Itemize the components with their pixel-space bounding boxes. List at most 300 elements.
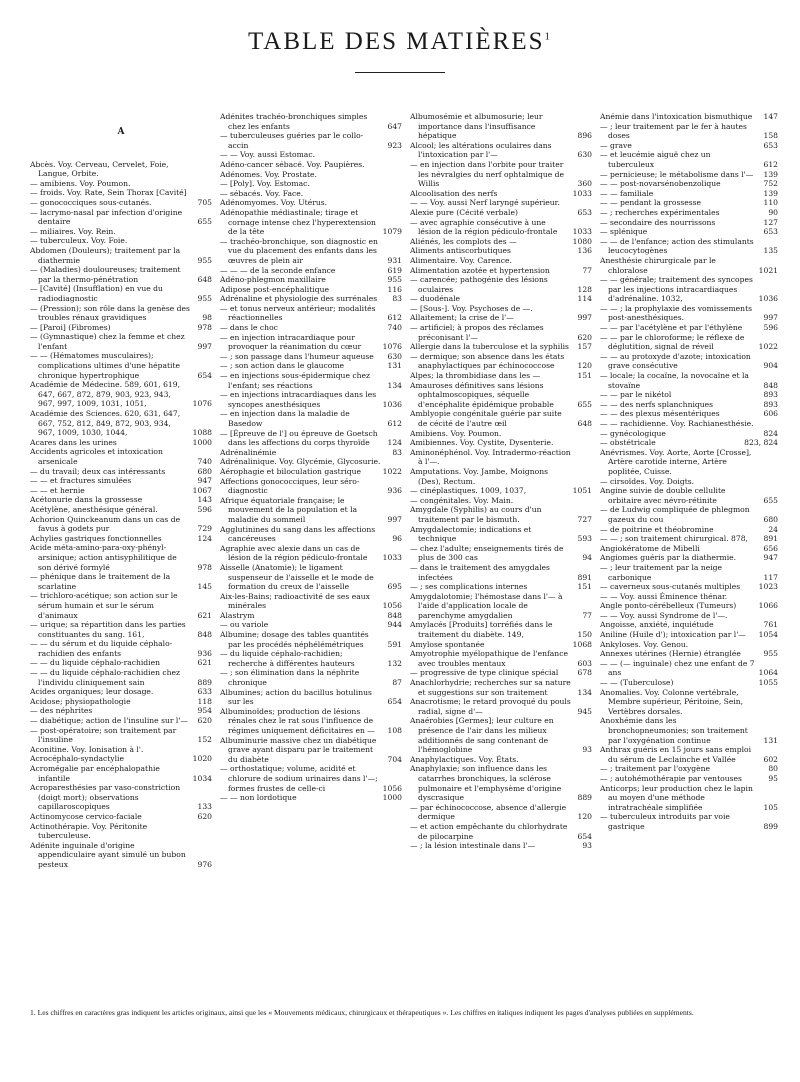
- entry-page: 139: [763, 188, 778, 198]
- entry-page: 95: [768, 773, 778, 783]
- index-entry: [220, 793, 402, 803]
- entry-page: 997: [763, 313, 778, 323]
- entry-text: — avec agraphie consécutive à une lésion de la région pédiculo-frontale: [410, 217, 558, 237]
- entry-text: — — Voy. aussi Éminence thénar.: [600, 591, 728, 601]
- entry-page: 654: [577, 831, 592, 841]
- index-entry: [600, 688, 778, 717]
- entry-page: 596: [197, 504, 212, 514]
- index-entry: [410, 620, 592, 639]
- entry-text: Albumosémie et albumosurie; leur importance dans l'insuffisance hépatique: [410, 112, 543, 141]
- entry-page: 647: [387, 121, 402, 131]
- index-entry: [600, 620, 778, 630]
- entry-page: 997: [577, 313, 592, 323]
- index-entry: [220, 198, 402, 208]
- entry-page: 978: [197, 322, 212, 332]
- entry-text: — (Pression); son rôle dans la genèse des troubles rénaux gravidiques: [30, 303, 190, 323]
- entry-page: 108: [387, 726, 402, 735]
- entry-page: 729: [197, 524, 212, 534]
- index-entry: [220, 371, 402, 390]
- index-entry: [410, 755, 592, 765]
- index-entry: [600, 323, 778, 333]
- index-entry: [600, 659, 778, 678]
- index-entry: [600, 649, 778, 659]
- entry-text: — en injection dans l'orbite pour traiter les névralgies du nerf ophtalmique de Willis: [410, 159, 564, 189]
- entry-page: 630: [577, 150, 592, 160]
- index-entry: [600, 812, 778, 831]
- index-entry: [30, 812, 212, 822]
- entry-text: — et tonus nerveux antérieur; modalités réactionnelles: [220, 303, 376, 323]
- index-entry: [220, 160, 402, 170]
- index-entry: [410, 352, 592, 371]
- index-entry: [30, 467, 212, 477]
- entry-text: Adéno-cancer sébacé. Voy. Paupières.: [220, 159, 365, 169]
- entry-page: 680: [763, 514, 778, 524]
- index-entry: [410, 208, 592, 218]
- entry-text: Alcool; les altérations oculaires dans l'intoxication par l'—: [410, 140, 552, 160]
- index-entry: [30, 351, 212, 380]
- entry-page: 77: [582, 265, 592, 275]
- index-entry: [600, 189, 778, 199]
- entry-text: Acétylène, anesthésique général.: [30, 504, 158, 514]
- entry-page: 620: [577, 332, 592, 342]
- index-entry: [410, 342, 592, 352]
- entry-text: — — post-novarsénobenzolique: [600, 179, 721, 189]
- entry-page: 105: [763, 802, 778, 812]
- index-entry: [600, 419, 778, 429]
- index-entry: [220, 275, 402, 285]
- index-entry: [410, 371, 592, 381]
- index-entry: [600, 630, 778, 640]
- entry-text: — — des plexus mésentériques: [600, 409, 720, 419]
- entry-page: 976: [197, 859, 212, 869]
- entry-page: 1076: [382, 342, 402, 352]
- index-entry: [410, 218, 592, 237]
- entry-text: — [Paroi] (Fibromes): [30, 322, 111, 332]
- index-column-1: [30, 112, 212, 1060]
- entry-text: Anévrismes. Voy. Aorte, Aorte [Crosse], Artère carotide interne, Artère poplitée, Cuisse.: [600, 447, 752, 476]
- entry-text: — cirsoïdes. Voy. Doigts.: [600, 476, 695, 486]
- index-entry: [220, 496, 402, 525]
- entry-page: 1079: [382, 227, 402, 237]
- index-entry: [600, 448, 778, 477]
- title-footnote-marker: 1: [544, 30, 552, 43]
- entry-page: 1054: [758, 630, 778, 640]
- entry-text: — [Cavité] (Insufflation) en vue du radiodiagnostic: [30, 284, 163, 303]
- entry-page: 752: [763, 179, 778, 189]
- entry-page: 954: [197, 706, 212, 716]
- entry-page: 612: [763, 159, 778, 169]
- entry-text: — du travail; deux cas intéressants: [30, 466, 166, 476]
- entry-text: Amygdalotomie; l'hémostase dans l'— à l'aide d'application locale de parenchyme amygdalien: [410, 591, 563, 620]
- entry-text: Alcoolisation des nerfs: [410, 188, 498, 198]
- entry-text: — progressive de type clinique spécial: [410, 668, 559, 678]
- entry-text: — artificiel; à propos des réclames préconisant l'—: [410, 323, 544, 342]
- entry-page: 143: [197, 495, 212, 505]
- entry-page: 978: [197, 562, 212, 572]
- index-entry: [600, 198, 778, 208]
- entry-text: — — des nerfs splanchniques: [600, 399, 714, 409]
- entry-page: 695: [387, 582, 402, 592]
- entry-text: — — de l'enfance; action des stimulants leucocytogènes: [600, 236, 754, 256]
- index-entry: [600, 227, 778, 237]
- index-entry: [600, 179, 778, 189]
- entry-page: 923: [387, 140, 402, 150]
- entry-text: Adénite inguinale d'origine appendiculaire ayant simulé un bubon pesteux: [30, 840, 186, 869]
- entry-text: — tuberculeux. Voy. Foie.: [30, 236, 128, 246]
- index-entry: [600, 534, 778, 544]
- entry-page: 889: [577, 793, 592, 803]
- entry-page: 147: [763, 112, 778, 121]
- index-entry: [600, 429, 778, 439]
- entry-page: 947: [197, 476, 212, 486]
- index-entry: [220, 477, 402, 496]
- entry-page: 740: [387, 323, 402, 333]
- index-entry: [600, 764, 778, 774]
- index-entry: [410, 716, 592, 754]
- index-entry: [30, 716, 212, 726]
- entry-text: Adénopathie médiastinale; tirage et cornage intense chez l'hyperextension de la tête: [220, 207, 376, 237]
- entry-page: 653: [763, 227, 778, 237]
- entry-page: 87: [392, 678, 402, 688]
- entry-text: — — Voy. aussi Estomac.: [220, 150, 315, 160]
- index-column-3: [410, 112, 592, 1060]
- entry-page: 110: [763, 198, 778, 208]
- entry-page: 955: [197, 255, 212, 265]
- index-entry: [410, 505, 592, 524]
- entry-page: 131: [763, 735, 778, 745]
- entry-text: Anesthésie chirurgicale par le chloralose: [600, 255, 716, 275]
- entry-text: Albumines; action du bacillus botulinus sur les: [220, 687, 372, 707]
- title-rule: [355, 72, 445, 73]
- entry-text: Amblyopie congénitale guérie par suite de cécité de l'autre œil: [410, 409, 562, 428]
- entry-page: 1067: [192, 485, 212, 495]
- index-entry: [410, 381, 592, 410]
- index-entry: [220, 208, 402, 237]
- index-entry: [600, 304, 778, 323]
- entry-page: 116: [387, 284, 402, 294]
- entry-text: — dans le traitement des amygdales infectées: [410, 562, 550, 582]
- entry-text: Amygdalectomie; indications et technique: [410, 524, 532, 544]
- index-entry: [600, 486, 778, 505]
- entry-text: Acrocéphalo-syndactylie: [30, 754, 124, 764]
- entry-text: — caverneux sous-cutanés multiples: [600, 582, 741, 592]
- entry-page: 955: [387, 275, 402, 285]
- entry-text: — — non lordotique: [220, 793, 297, 803]
- entry-text: Anachlorhydrie; recherches sur sa nature et suggestions sur son traitement: [410, 678, 571, 697]
- entry-text: Acétonurie dans la grossesse: [30, 495, 143, 505]
- index-entry: [410, 496, 592, 506]
- entry-page: 889: [197, 677, 212, 687]
- index-entry: [600, 774, 778, 784]
- entry-page: 630: [387, 351, 402, 361]
- index-entry: [600, 208, 778, 218]
- index-entry: [220, 525, 402, 544]
- entry-page: 127: [763, 217, 778, 227]
- entry-text: — locale; la cocaïne, la novocaïne et la stovaïne: [600, 371, 749, 390]
- entry-page: 727: [577, 514, 592, 524]
- entry-text: Aniline (Huile d'); intoxication par l'—: [600, 630, 746, 640]
- entry-text: Anaérobies [Germes]; leur culture en présence de l'air dans les milieux additionnés de sang contenant de l'hémoglobine: [410, 716, 554, 755]
- index-entry: [600, 477, 778, 487]
- entry-page: 648: [577, 419, 592, 428]
- entry-text: Abdomen (Douleurs); traitement par la diathermie: [30, 245, 181, 265]
- entry-text: Afrique équatoriale française; le mouvement de la population et la maladie du sommeil: [220, 495, 358, 524]
- page-title-text: TABLE DES MATIÈRES: [248, 28, 545, 55]
- entry-text: Ankyloses. Voy. Genou.: [600, 639, 689, 649]
- entry-page: 680: [197, 466, 212, 476]
- index-entry: [410, 764, 592, 802]
- index-entry: [410, 294, 592, 304]
- entry-text: — [Épreuve de l'] ou épreuve de Goetsch dans les affections du corps thyroïde: [220, 428, 378, 448]
- index-entry: [220, 131, 402, 150]
- index-entry: [600, 409, 778, 419]
- entry-page: 944: [387, 620, 402, 630]
- entry-page: 1068: [572, 639, 592, 649]
- entry-text: Accidents agricoles et intoxication arsenicale: [30, 447, 163, 466]
- entry-text: — ; la lésion intestinale dans l'—: [410, 841, 536, 851]
- index-entry: [600, 150, 778, 169]
- entry-page: 151: [577, 582, 592, 592]
- entry-text: — — (Hématomes musculaires); complications ultimes d'une hépatite chronique hypertrophique: [30, 351, 181, 380]
- entry-text: — grave: [600, 140, 632, 150]
- index-entry: [410, 313, 592, 323]
- entry-page: 653: [577, 207, 592, 217]
- entry-text: Achorion Quinckeanum dans un cas de favus à godets pur: [30, 514, 181, 534]
- index-entry: [30, 822, 212, 841]
- entry-page: 83: [392, 294, 402, 304]
- entry-page: 1034: [192, 773, 212, 783]
- entry-text: Angine suivie de double cellulite orbitaire avec névro-rétinite: [600, 486, 726, 505]
- index-entry: [410, 141, 592, 160]
- index-entry: [220, 390, 402, 409]
- entry-text: Angoisse, anxiété, inquiétude: [600, 620, 714, 630]
- entry-page: 612: [387, 313, 402, 323]
- entry-text: — ; son élimination dans la néphrite chronique: [220, 668, 360, 688]
- entry-page: 118: [197, 696, 212, 706]
- index-entry: [220, 620, 402, 630]
- index-entry: [600, 582, 778, 592]
- entry-text: — ; traitement par l'oxygène: [600, 764, 711, 774]
- entry-page: 654: [197, 370, 212, 380]
- index-entry: [220, 304, 402, 323]
- entry-text: — — générale; traitement des syncopes par les injections intracardiaques d'adrénaline. 1032,: [600, 275, 753, 304]
- index-entry: [220, 409, 402, 428]
- entry-text: — — du liquide céphalo-rachidien chez l'individu cliniquement sain: [30, 668, 181, 687]
- entry-text: — — par l'acétylène et par l'éthylène: [600, 323, 743, 333]
- index-entry: [600, 544, 778, 554]
- index-entry: [30, 188, 212, 198]
- entry-page: 120: [577, 812, 592, 822]
- index-entry: [410, 668, 592, 678]
- entry-page: 936: [387, 486, 402, 496]
- entry-text: Albuminoïdes; production de lésions rénales chez le rat sous l'influence de régimes uniquement déficitaires en —: [220, 706, 375, 735]
- entry-page: 1080: [572, 236, 592, 246]
- index-entry: [220, 112, 402, 131]
- entry-text: — diabétique; action de l'insuline sur l'—: [30, 716, 189, 726]
- footnote: 1. Les chiffres en caractères gras indiquent les articles originaux, ainsi que les « Mouvements médicaux, chirurgicaux et thérapeutiques ». Les chiffres en italiques indiquent les pages d'analyses publiées en suppléments.: [30, 1008, 694, 1017]
- entry-text: Acidose; physiopathologie: [30, 696, 131, 706]
- entry-page: 1020: [192, 754, 212, 764]
- index-entry: [220, 688, 402, 707]
- index-entry: [410, 429, 592, 439]
- entry-text: Alpes; la thrombidiase dans les —: [410, 371, 541, 381]
- index-entry: [410, 841, 592, 851]
- entry-page: 1033: [572, 227, 592, 237]
- entry-text: Aliments antiscorbutiques: [410, 246, 511, 256]
- index-entry: [600, 371, 778, 390]
- index-entry: [220, 323, 402, 333]
- index-entry: [30, 476, 212, 486]
- entry-text: Alastrym: [220, 610, 255, 620]
- entry-page: 848: [387, 610, 402, 620]
- entry-text: — chez l'adulte; enseignements tirés de plus de 300 cas: [410, 543, 564, 563]
- entry-page: 1000: [192, 437, 212, 447]
- entry-text: Anomalies. Voy. Colonne vertébrale, Membre supérieur, Péritoine, Sein, Vertèbres dorsales.: [600, 687, 744, 716]
- index-entry: [410, 486, 592, 496]
- entry-text: — — du liquide céphalo-rachidien: [30, 658, 160, 668]
- entry-text: Aconitine. Voy. Ionisation à l'.: [30, 744, 144, 754]
- entry-text: — obstétricale: [600, 438, 656, 448]
- index-entry: [410, 592, 592, 621]
- index-entry: [220, 285, 402, 295]
- entry-page: 619: [387, 265, 402, 275]
- entry-page: 893: [763, 390, 778, 400]
- index-entry: [220, 266, 402, 276]
- entry-text: Amyotrophie myélopathique de l'enfance avec troubles mentaux: [410, 649, 568, 668]
- entry-text: Alexie pure (Cécité verbale): [410, 207, 518, 217]
- index-entry: [30, 409, 212, 438]
- entry-page: 603: [577, 658, 592, 668]
- entry-text: Actinomycose cervico-faciale: [30, 811, 142, 821]
- entry-text: — ; leur traitement par le fer à hautes doses: [600, 121, 747, 141]
- entry-page: 1088: [192, 428, 212, 438]
- entry-page: 621: [197, 610, 212, 620]
- entry-page: 139: [763, 169, 778, 179]
- index-entry: [30, 764, 212, 783]
- entry-page: 947: [763, 553, 778, 563]
- entry-text: — — pendant la grossesse: [600, 198, 702, 208]
- index-entry: [220, 668, 402, 687]
- index-entry: [30, 198, 212, 208]
- index-entry: [220, 457, 402, 467]
- entry-text: Adrénaline et physiologie des surrénales: [220, 294, 378, 304]
- index-entry: [30, 543, 212, 572]
- entry-page: 1036: [758, 294, 778, 304]
- entry-page: 1066: [758, 601, 778, 611]
- entry-text: Amylose spontanée: [410, 639, 485, 649]
- entry-text: Anémie dans l'intoxication bismuthique: [600, 112, 753, 121]
- entry-text: Acroparesthésies par vaso-constriction (doigt mort); observations capillaroscopiques: [30, 783, 181, 812]
- entry-text: Albumine; dosage des tables quantités par les procédés néphélémétriques: [220, 630, 369, 649]
- entry-page: 656: [763, 543, 778, 553]
- entry-text: — — et hernie: [30, 485, 85, 495]
- index-entry: [30, 658, 212, 668]
- entry-page: 945: [577, 706, 592, 716]
- entry-page: 133: [197, 802, 212, 812]
- entry-page: 94: [582, 553, 592, 563]
- entry-text: — phénique dans le traitement de la scarlatine: [30, 572, 171, 591]
- entry-text: Angiokératome de Mibelli: [600, 543, 700, 553]
- entry-page: 152: [197, 735, 212, 745]
- entry-text: Anaphylactiques. Voy. États.: [410, 754, 519, 764]
- index-entry: [30, 534, 212, 544]
- index-entry: [30, 841, 212, 870]
- entry-text: — trachéo-bronchique, son diagnostic en vue du placement des enfants dans les œuvres de plein air: [220, 236, 378, 265]
- index-entry: [220, 467, 402, 477]
- entry-text: Aisselle (Anatomie); le ligament suspenseur de l'aisselle et le mode de formation du creux de l'aisselle: [220, 562, 374, 592]
- entry-page: 896: [577, 131, 592, 141]
- entry-text: — de Ludwig compliquée de phlegmon gazeux du cou: [600, 505, 750, 524]
- entry-page: 114: [577, 294, 592, 304]
- index-entry: [30, 179, 212, 189]
- entry-page: 596: [763, 323, 778, 333]
- entry-page: 77: [582, 610, 592, 620]
- index-entry: [600, 112, 778, 122]
- entry-text: — gynécologique: [600, 428, 666, 438]
- index-entry: [600, 218, 778, 228]
- index-entry: [410, 448, 592, 467]
- index-entry: [220, 237, 402, 266]
- index-entry: [600, 601, 778, 611]
- entry-page: 704: [387, 754, 402, 764]
- entry-text: Angiomes guéris par la diathermie.: [600, 553, 737, 563]
- entry-page: 1056: [382, 783, 402, 793]
- entry-text: — par échinococcose, absence d'allergie dermique: [410, 802, 567, 822]
- entry-text: Actinothérapie. Voy. Péritonite tuberculeuse.: [30, 821, 148, 841]
- entry-text: Albuminurie massive chez un diabétique grave ayant disparu par le traitement du diabète: [220, 735, 377, 764]
- entry-text: Académie des Sciences. 620, 631, 647, 667, 752, 812, 849, 872, 903, 934, 967, 1009, 1030, 1044,: [30, 409, 181, 438]
- index-entry: [600, 678, 778, 688]
- index-entry: [220, 649, 402, 668]
- entry-text: Aix-les-Bains; radioactivité de ses eaux minérales: [220, 591, 370, 611]
- entry-text: — froids. Voy. Rate, Sein Thorax [Cavité]: [30, 188, 187, 198]
- index-entry: [30, 227, 212, 237]
- index-entry: [410, 198, 592, 208]
- index-entry: [410, 544, 592, 563]
- entry-text: — — (Tuberculose): [600, 678, 674, 688]
- entry-page: 848: [763, 380, 778, 390]
- entry-page: 151: [577, 371, 592, 381]
- entry-text: — — et fractures simulées: [30, 476, 132, 486]
- entry-page: 653: [763, 140, 778, 150]
- index-entry: [410, 678, 592, 697]
- entry-text: Agglutinines du sang dans les affections cancéreuses: [220, 524, 376, 544]
- entry-text: — miliaires. Voy. Rein.: [30, 226, 116, 236]
- entry-text: — — — de la seconde enfance: [220, 265, 336, 275]
- index-entry: [410, 246, 592, 256]
- index-entry: [220, 736, 402, 765]
- index-entry: [600, 563, 778, 582]
- entry-text: — orthostatique; volume, acidité et chlorure de sodium urinaires dans l'—; formes frustes de celle-ci: [220, 764, 378, 793]
- index-entry: [220, 333, 402, 352]
- entry-text: — en injection intracardiaque pour provoquer la réanimation du cœur: [220, 332, 362, 352]
- entry-page: 891: [577, 572, 592, 582]
- entry-page: 136: [577, 246, 592, 256]
- entry-text: — sébacés. Voy. Face.: [220, 188, 304, 198]
- entry-page: 96: [392, 534, 402, 544]
- entry-page: 955: [197, 293, 212, 303]
- entry-text: — — par le chloroforme; le réflexe de déglutition, signal de réveil: [600, 332, 745, 352]
- entry-text: — amibiens. Voy. Poumon.: [30, 178, 131, 188]
- entry-text: — en injections sous-épidermique chez l'enfant; ses réactions: [220, 371, 370, 390]
- index-entry: [410, 467, 592, 486]
- entry-text: — (Maladies) douloureuses; traitement par la thermo-pénétration: [30, 265, 181, 284]
- index-entry: [30, 591, 212, 620]
- entry-page: 606: [763, 409, 778, 419]
- entry-page: 1033: [572, 188, 592, 198]
- index-entry: [410, 525, 592, 544]
- index-entry: [220, 611, 402, 621]
